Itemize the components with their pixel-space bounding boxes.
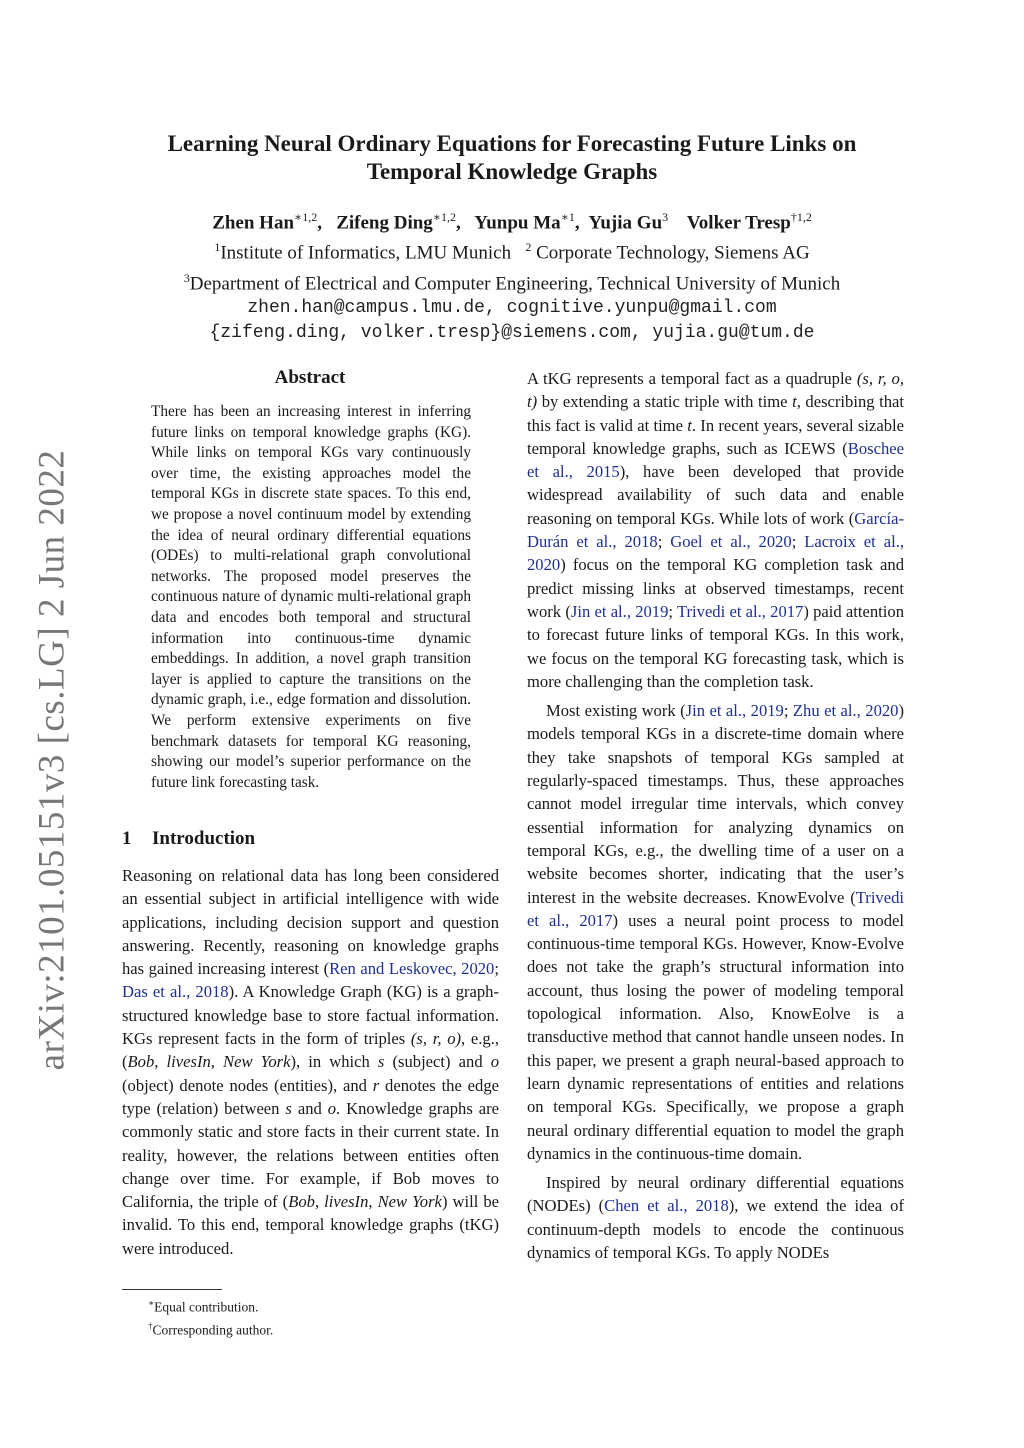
text-run: , <box>154 1052 167 1072</box>
text-run: ). A Knowledge Graph (KG) is a graph-structured knowledge base to store factual information. KGs represent facts in the form of triples <box>122 982 499 1049</box>
section-title: Introduction <box>152 828 256 849</box>
text-run: ) models temporal KGs in a discrete-time domain where they take snapshots of temporal KGs sampled at regularly-spaced timestamps. Thus, these approaches cannot model irregular time intervals, which convey essential information for analyzing dynamics on temporal KGs, e.g., the dwelling time of a user on a website becomes shorter, indicating that the user’s interest in the website decreases. KnowEvolve ( <box>527 701 904 907</box>
affil-3: Department of Electrical and Computer Engineering, Technical University of Munich <box>189 272 841 294</box>
affil-mark-2: 2 <box>525 240 532 255</box>
abstract-heading: Abstract <box>274 367 346 388</box>
math-inline: t <box>687 415 692 435</box>
text-run: , describing that this fact is valid at time <box>527 392 904 435</box>
text-run: ; <box>494 959 499 979</box>
citation-link[interactable]: Trivedi et al., 2017 <box>676 601 804 621</box>
paragraph-3 <box>527 1171 904 1264</box>
intro-paragraph <box>122 864 499 1260</box>
citation-link[interactable]: Trivedi et al., 2017 <box>527 887 904 930</box>
text-run: ; <box>668 601 677 621</box>
affil-2: Corporate Technology, Siemens AG <box>531 242 810 264</box>
title-line-2: Temporal Knowledge Graphs <box>366 159 658 184</box>
math-inline: (s, r, o) <box>410 1029 462 1049</box>
citation-link[interactable]: Lacroix et al., 2020 <box>527 532 904 575</box>
text-run: ) will be invalid. To this end, temporal knowledge graphs (tKG) were introduced. <box>122 1192 500 1258</box>
text-run: ; <box>783 701 793 721</box>
text-run: (object) denote nodes (entities), and <box>122 1075 373 1095</box>
footnotes <box>148 1294 273 1339</box>
entity-italic: New York <box>377 1192 442 1212</box>
citation-link[interactable]: Goel et al., 2020 <box>670 532 792 552</box>
author-3: Yunpu Ma <box>474 212 561 234</box>
citation-link[interactable]: Jin et al., 2019 <box>685 701 784 721</box>
entity-italic: livesIn <box>324 1192 369 1212</box>
affiliation-line-2 <box>110 266 914 296</box>
footnote-mark: ∗ <box>148 1298 155 1308</box>
text-run: denotes the edge type (relation) between <box>122 1075 499 1118</box>
footnote-mark: † <box>148 1320 153 1331</box>
author-4-affil: 3 <box>662 210 669 224</box>
math-inline: t <box>792 392 797 412</box>
text-run: , <box>314 1192 325 1212</box>
text-run: ) uses a neural point process to model continuous-time temporal KGs. However, Know-Evolve does not take the graph’s structural information into account, thus losing the power of modeling temporal topological information. Also, KnowEolve is a transductive method that cannot handle unseen nodes. In this paper, we present a graph neural-based approach to learn dynamic representations of entities and relations on temporal KGs. Specifically, we propose a graph neural ordinary differential equation to model the graph dynamics in the continuous-time domain. <box>527 910 905 1163</box>
right-column <box>527 367 904 1270</box>
footnote-2 <box>148 1317 273 1340</box>
email-line-1: zhen.han@campus.lmu.de, cognitive.yunpu@gmail.com <box>247 297 777 318</box>
citation-link[interactable]: García-Durán et al., 2018 <box>527 508 904 552</box>
math-inline: o <box>327 1098 337 1118</box>
arxiv-id: arXiv:2101.05151v3 [cs.LG] 2 Jun 2022 <box>31 449 73 1071</box>
math-inline: o <box>490 1052 500 1072</box>
text-run: ), we extend the idea of continuum-depth models to encode the continuous dynamics of temporal KGs. To apply NODEs <box>527 1196 904 1262</box>
citation-link[interactable]: Boschee et al., 2015 <box>527 438 904 482</box>
paragraph-2 <box>527 699 904 1165</box>
citation-link[interactable]: Jin et al., 2019 <box>570 601 669 621</box>
section-number: 1 <box>122 828 132 849</box>
citation-link[interactable]: Das et al., 2018 <box>122 982 229 1002</box>
math-inline: (s, r, o, t) <box>527 369 905 412</box>
author-3-affil: ∗1 <box>560 210 575 224</box>
text-run: . In recent years, several sizable temporal knowledge graphs, such as ICEWS ( <box>527 415 904 458</box>
affiliation-line-1 <box>110 235 914 265</box>
text-run: ) paid attention to forecast future links of temporal KGs. In this work, we focus on the temporal KG forecasting task, which is more challenging than the completion task. <box>527 601 904 691</box>
footnote-text: Corresponding author. <box>152 1322 274 1337</box>
text-run: (subject) and <box>384 1052 491 1072</box>
paper-title <box>110 130 914 186</box>
footnote-text: Equal contribution. <box>154 1299 259 1315</box>
text-run: ), have been developed that provide widespread availability of such data and enable reasoning on temporal KGs. While lots of work ( <box>527 462 904 528</box>
author-1: Zhen Han <box>212 212 295 234</box>
title-line-1: Learning Neural Ordinary Equations for Forecasting Future Links on <box>167 131 857 156</box>
arxiv-sidebar-stamp <box>22 449 82 1071</box>
author-names: Zhen Han$^{∗1,2}$, Zifeng Ding$^{∗1,2}$, Yunpu $Ma^{∗1}$, Yujia Gu$^3$ Volker Tresp$^{\dagger 1,2}$ <box>212 210 812 234</box>
math-inline: s <box>377 1052 385 1072</box>
paragraph-1 <box>527 367 904 693</box>
author-1-affil: ∗1,2 <box>294 210 318 224</box>
text-run: ), in which <box>290 1052 378 1072</box>
email-line-2: {zifeng.ding, volker.tresp}@siemens.com, yujia.gu@tum.de <box>209 322 815 343</box>
math-inline: r <box>372 1075 380 1095</box>
affil-mark-1: 1 <box>214 240 221 255</box>
math-inline: s <box>285 1098 292 1118</box>
abstract-text: There has been an increasing interest in inferring future links on temporal knowledge graphs (KG). While links on temporal KGs vary continuously over time, the existing approaches model the temporal KGs in discrete state spaces. To this end, we propose a novel continuum model by extending the idea of neural ordinary differential equations (ODEs) to multi-relational graph convolutional networks. The proposed model preserves the continuous nature of dynamic multi-relational graph data and encodes both temporal and structural information into continuous-time dynamic embeddings. In addition, a novel graph transition layer is applied to capture the transitions on the dynamic graph, i.e., edge formation and dissolution. We perform extensive experiments on five benchmark datasets for temporal KG reasoning, showing our model’s superior performance on the future link forecasting task. <box>151 403 471 791</box>
text-run: A tKG represents a temporal fact as a quadruple <box>527 369 857 388</box>
text-run: by extending a static triple with time <box>537 392 793 412</box>
footnote-1 <box>148 1294 273 1317</box>
section-heading-introduction <box>122 828 255 850</box>
text-run: ) focus on the temporal KG completion task and predict missing links at observed timestamps, recent work ( <box>527 555 904 621</box>
text-run: Reasoning on relational data has long been considered an essential subject in artificial intelligence with wide applications, including decision support and question answering. Recently, reasoning on knowledge graphs has gained increasing interest ( <box>122 866 499 979</box>
text-run: . Knowledge graphs are commonly static and store facts in their current state. In reality, however, the relations between entities often change over time. For example, if Bob moves to California, the triple of ( <box>122 1098 499 1212</box>
text-run: , e.g., ( <box>122 1029 499 1072</box>
author-5: Volker Tresp <box>686 212 791 234</box>
author-block <box>110 205 914 346</box>
affil-mark-3: 3 <box>183 270 190 285</box>
text-run: and <box>291 1098 328 1118</box>
author-2: Zifeng Ding <box>336 212 433 234</box>
text-run: Most existing work ( <box>546 701 686 721</box>
text-run: , <box>368 1192 378 1212</box>
text-run: ; <box>791 532 805 552</box>
author-4: Yujia Gu <box>588 212 663 234</box>
entity-italic: Bob <box>288 1192 315 1212</box>
footnote-divider <box>122 1289 222 1290</box>
citation-link[interactable]: Zhu et al., 2020 <box>792 701 899 721</box>
text-run: , <box>210 1052 224 1072</box>
citation-link[interactable]: Chen et al., 2018 <box>604 1196 729 1216</box>
entity-italic: livesIn <box>166 1052 211 1072</box>
author-2-affil: ∗1,2 <box>432 210 456 224</box>
citation-link[interactable]: Ren and Leskovec, 2020 <box>329 959 495 979</box>
text-run: ; <box>657 532 671 552</box>
entity-italic: Bob <box>127 1052 155 1072</box>
affil-1: Institute of Informatics, LMU Munich <box>220 242 512 264</box>
entity-italic: New York <box>223 1052 291 1072</box>
text-run: Inspired by neural ordinary differential equations (NODEs) ( <box>527 1173 904 1216</box>
author-5-affil: †1,2 <box>790 210 812 224</box>
